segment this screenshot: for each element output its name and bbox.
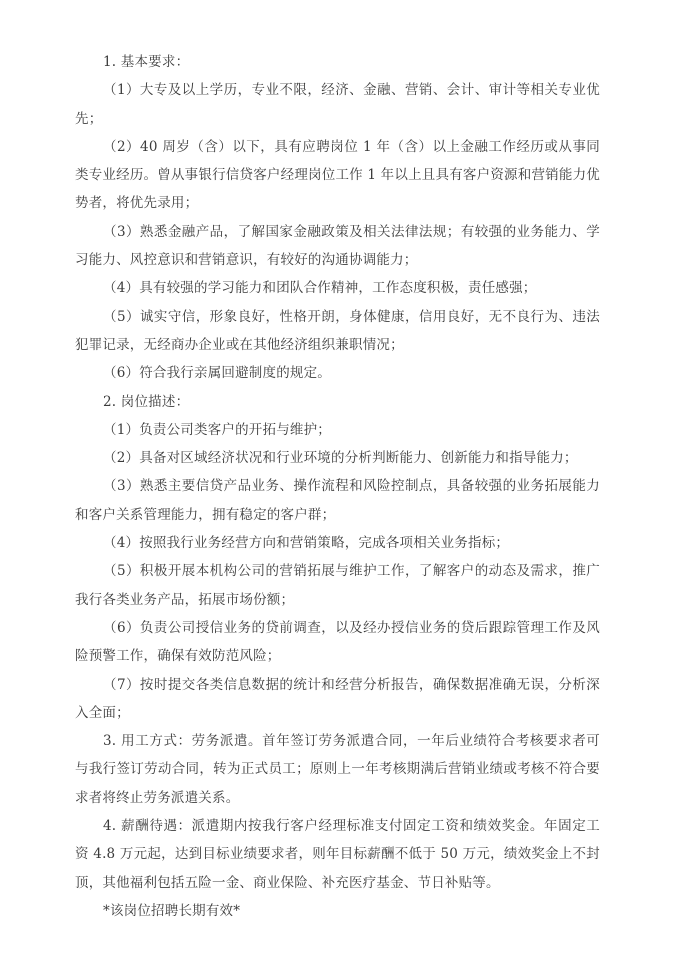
document-paragraph: （5）诚实守信，形象良好，性格开朗，身体健康，信用良好，无不良行为、违法犯罪记录，无经商办企业或在其他经济组织兼职情况； (75, 308, 600, 353)
document-paragraph: 3. 用工方式：劳务派遣。首年签订劳务派遣合同，一年后业绩符合考核要求者可与我行签订劳动合同，转为正式员工；原则上一年考核期满后营销业绩或考核不符合要求者将终止劳务派遣关系。 (75, 733, 600, 806)
document-paragraph: 2. 岗位描述： (103, 393, 190, 410)
document-paragraph: （4）具有较强的学习能力和团队合作精神，工作态度积极，责任感强； (103, 280, 537, 297)
document-paragraph: （1）大专及以上学历，专业不限，经济、金融、营销、会计、审计等相关专业优先； (75, 82, 600, 127)
document-paragraph: （2）40 周岁（含）以下，具有应聘岗位 1 年（含）以上金融工作经历或从事同类专业经历。曾从事银行信贷客户经理岗位工作 1 年以上且具有客户资源和营销能力优势者，将优先录用； (75, 138, 600, 212)
document-paragraph: （6）负责公司授信业务的贷前调查，以及经办授信业务的贷后跟踪管理工作及风险预警工作，确保有效防范风险； (75, 619, 600, 665)
document-paragraph: （5）积极开展本机构公司的营销拓展与维护工作，了解客户的动态及需求，推广我行各类业务产品，拓展市场份额； (75, 563, 600, 608)
document-paragraph: 4. 薪酬待遇：派遣期内按我行客户经理标准支付固定工资和绩效奖金。年固定工资 4.8 万元起，达到目标业绩要求者，则年目标薪酬不低于 50 万元，绩效奖金上不封顶，其他福利包括五险一金、商业保险、补充医疗基金、节日补贴等。 (75, 818, 600, 891)
document-paragraph: *该岗位招聘长期有效* (103, 902, 241, 919)
document-paragraph: （3）熟悉金融产品，了解国家金融政策及相关法律法规；有较强的业务能力、学习能力、风控意识和营销意识，有较好的沟通协调能力； (75, 223, 600, 269)
document-paragraph: （3）熟悉主要信贷产品业务、操作流程和风险控制点，具备较强的业务拓展能力和客户关系管理能力，拥有稳定的客户群； (75, 478, 600, 523)
document-content (75, 48, 600, 925)
document-paragraph: （7）按时提交各类信息数据的统计和经营分析报告，确保数据准确无误，分析深入全面； (75, 676, 600, 721)
document-paragraph: （4）按照我行业务经营方向和营销策略，完成各项相关业务指标； (103, 535, 510, 552)
document-paragraph: （2）具备对区域经济状况和行业环境的分析判断能力、创新能力和指导能力； (103, 450, 578, 467)
document-paragraph: （6）符合我行亲属回避制度的规定。 (103, 365, 331, 382)
document-paragraph: （1）负责公司类客户的开拓与维护； (103, 421, 331, 438)
document-paragraph: 1. 基本要求： (103, 54, 190, 70)
